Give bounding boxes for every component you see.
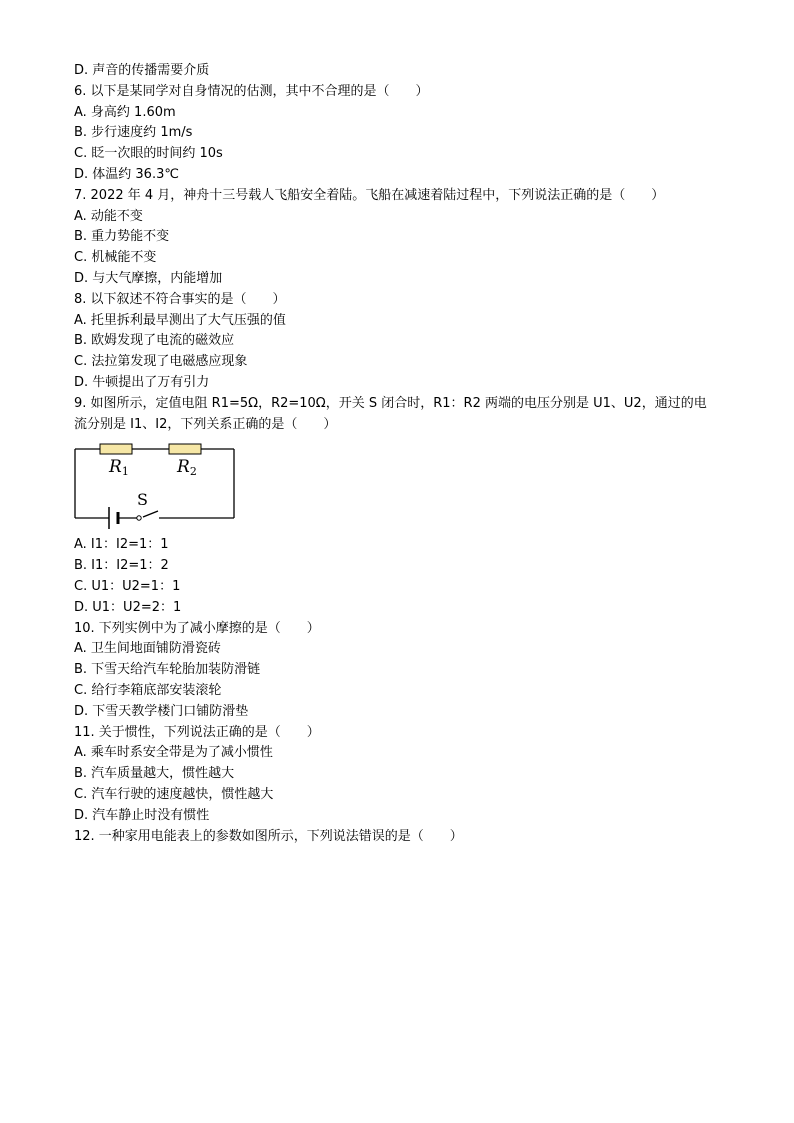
q10-option-b: B. 下雪天给汽车轮胎加装防滑链 (74, 662, 261, 678)
q9-option-a: A. I1：I2=1：1 (74, 537, 169, 553)
resistor-r1 (100, 444, 132, 454)
q6-option-b: B. 步行速度约 1m/s (74, 125, 193, 141)
q9-stem-line1: 9. 如图所示，定值电阻 R1=5Ω，R2=10Ω，开关 S 闭合时，R1：R2 两端的电压分别是 U1、U2，通过的电 (74, 395, 707, 411)
label-switch: S (137, 490, 148, 510)
switch-contact (137, 516, 141, 520)
q11-option-c: C. 汽车行驶的速度越快，惯性越大 (74, 786, 274, 802)
q10-option-d: D. 下雪天教学楼门口铺防滑垫 (74, 703, 249, 719)
q8-option-c: C. 法拉第发现了电磁感应现象 (74, 354, 248, 370)
q8-option-a: A. 托里拆利最早测出了大气压强的值 (74, 312, 286, 328)
q6-option-d: D. 体温约 36.3℃ (74, 166, 179, 182)
resistor-r2 (169, 444, 201, 454)
q7-option-a: A. 动能不变 (74, 208, 143, 224)
q9-option-d: D. U1：U2=2：1 (74, 599, 182, 615)
q10-option-a: A. 卫生间地面铺防滑瓷砖 (74, 641, 221, 657)
q9-option-c: C. U1：U2=1：1 (74, 578, 181, 594)
exam-page (74, 61, 724, 847)
q9-stem-line2: 流分别是 I1、I2，下列关系正确的是（ ） (74, 416, 337, 432)
q7-option-c: C. 机械能不变 (74, 250, 157, 266)
label-r1: $R_1$ (109, 457, 129, 479)
q5-option-d: D. 声音的传播需要介质 (74, 63, 210, 78)
q8-option-b: B. 欧姆发现了电流的磁效应 (74, 333, 235, 349)
q8-option-d: D. 牛顿提出了万有引力 (74, 374, 210, 390)
q7-stem: 7. 2022 年 4 月，神舟十三号载人飞船安全着陆。飞船在减速着陆过程中，下列说法正确的是（ ） (74, 187, 665, 203)
circuit-diagram (74, 441, 244, 531)
switch-blade (143, 511, 158, 517)
q10-option-c: C. 给行李箱底部安装滚轮 (74, 682, 222, 698)
q7-option-b: B. 重力势能不变 (74, 229, 170, 245)
q8-stem: 8. 以下叙述不符合事实的是（ ） (74, 291, 286, 307)
circuit-svg (74, 441, 244, 531)
q6-option-c: C. 眨一次眼的时间约 10s (74, 146, 223, 162)
q11-stem: 11. 关于惯性，下列说法正确的是（ ） (74, 724, 320, 740)
q11-option-a: A. 乘车时系安全带是为了减小惯性 (74, 745, 273, 761)
q12-stem: 12. 一种家用电能表上的参数如图所示，下列说法错误的是（ ） (74, 828, 463, 844)
q10-stem: 10. 下列实例中为了减小摩擦的是（ ） (74, 620, 320, 636)
q6-option-a: A. 身高约 1.60m (74, 104, 176, 120)
q11-option-b: B. 汽车质量越大，惯性越大 (74, 766, 235, 782)
q6-stem: 6. 以下是某同学对自身情况的估测，其中不合理的是（ ） (74, 83, 429, 99)
label-r2: $R_2$ (177, 457, 197, 479)
q11-option-d: D. 汽车静止时没有惯性 (74, 807, 210, 823)
q7-option-d: D. 与大气摩擦，内能增加 (74, 270, 223, 286)
q9-option-b: B. I1：I2=1：2 (74, 558, 169, 574)
